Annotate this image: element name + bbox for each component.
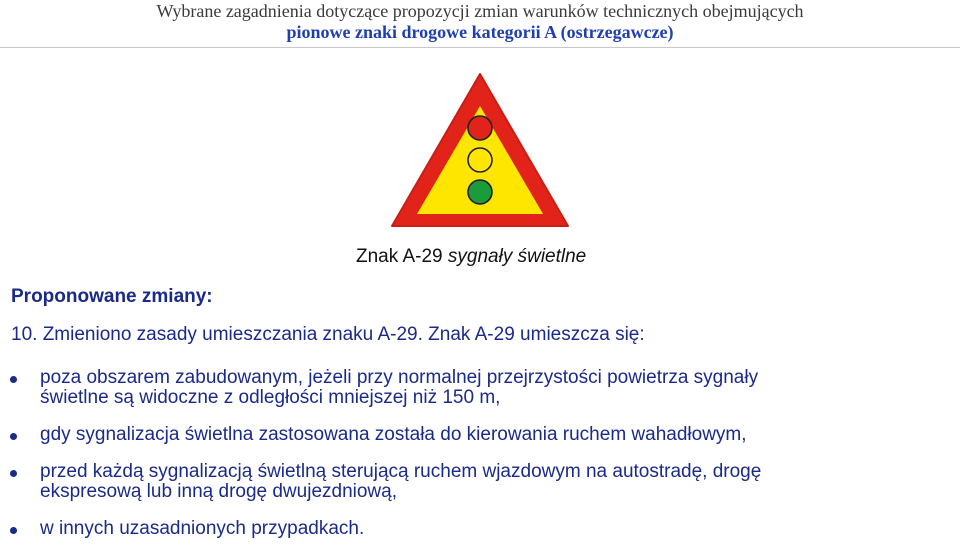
bullet-icon [10,470,17,477]
red-light-icon [468,116,492,140]
slide-header [0,0,960,48]
list-item [0,462,960,502]
green-light-icon [468,180,492,204]
list-item-line: ekspresową lub inną drogę dwujezdniową, [40,481,398,502]
list-item [0,519,960,539]
list-item [0,368,960,408]
list-item-line: przed każdą sygnalizacją świetlną sterującą ruchem wjazdowym na autostradę, drogę [40,461,762,482]
change-point-text: 10. Zmieniono zasady umieszczania znaku A-29. Znak A-29 umieszcza się: [11,324,645,345]
header-title-line2: pionowe znaki drogowe kategorii A (ostrzegawcze) [286,22,674,42]
header-title-line1: Wybrane zagadnienia dotyczące propozycji zmian warunków technicznych obejmujących [156,1,804,21]
list-item-line: poza obszarem zabudowanym, jeżeli przy normalnej przejrzystości powietrza sygnały [40,367,759,388]
list-item-line: w innych uzasadnionych przypadkach. [40,518,365,539]
bullet-icon [10,376,17,383]
list-item-line: świetlne są widoczne z odległości mniejszej niż 150 m, [40,387,501,408]
bullet-icon [10,527,17,534]
traffic-lights-warning-sign-icon [388,70,572,230]
sign-caption-name: sygnały świetlne [447,246,587,267]
sign-caption [356,246,586,268]
list-item [0,425,960,445]
list-item-line: gdy sygnalizacja świetlna zastosowana została do kierowania ruchem wahadłowym, [40,424,747,445]
header-divider [0,47,960,48]
bullet-icon [10,433,17,440]
sign-caption-prefix: Znak A-29 [356,246,448,267]
yellow-light-icon [468,148,492,172]
section-title: Proponowane zmiany: [11,286,213,307]
placement-conditions-list [0,368,960,556]
